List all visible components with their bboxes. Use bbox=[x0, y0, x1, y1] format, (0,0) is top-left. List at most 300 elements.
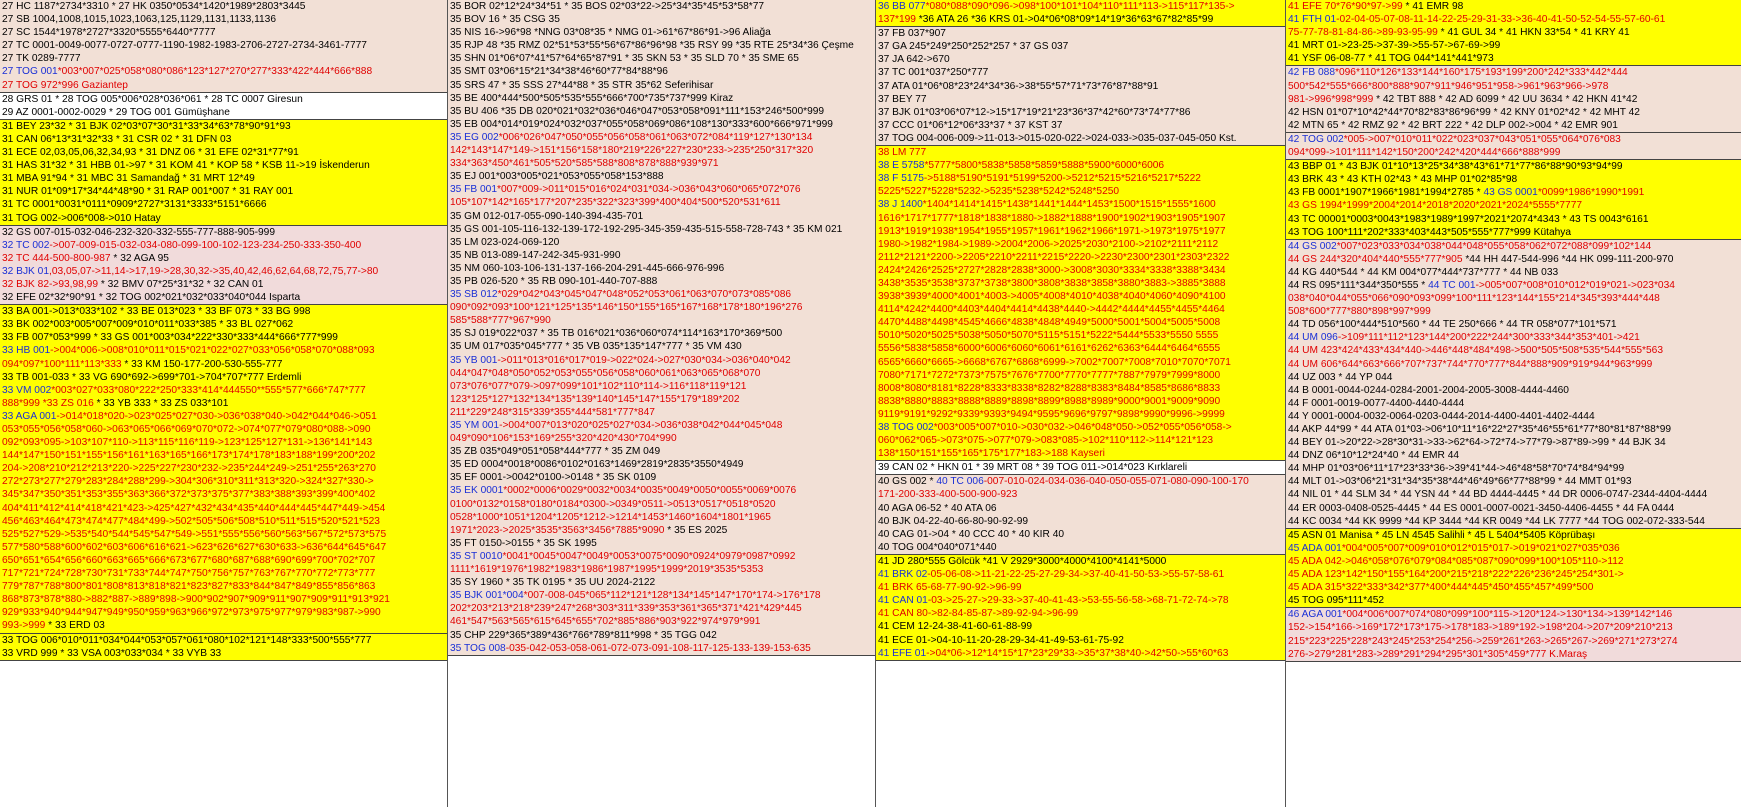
row-text-segment: * 32 BMV 07*25*31*32 * 32 CAN 01 bbox=[98, 278, 264, 290]
list-row bbox=[450, 0, 873, 13]
entry-block bbox=[876, 0, 1285, 27]
row-text-segment: 44 MLT 01->03*06*21*31*34*35*38*44*46*49*66*77*88*99 * 44 MMT 01*93 bbox=[1288, 476, 1632, 488]
row-text-segment: 41 CEM 12-24-38-41-60-61-88-99 bbox=[878, 621, 1033, 633]
row-text-segment: 44 UZ 003 * 44 YP 044 bbox=[1288, 371, 1393, 383]
row-text-segment: 35 GS 001-105-116-132-139-172-192-295-345-359-435-515-558-728-743 * 35 KM 021 bbox=[450, 223, 843, 235]
row-text-segment: 45 ADA 123*142*150*155*164*200*215*218*222*226*236*245*254*301-> bbox=[1288, 569, 1624, 581]
entry-block bbox=[0, 305, 447, 633]
row-text-segment: 44 B 0001-0044-0244-0284-2001-2004-2005-3008-4444-4460 bbox=[1288, 384, 1569, 396]
row-text-segment: 43 FB 0001*1907*1966*1981*1994*2785 * bbox=[1288, 187, 1484, 199]
row-text-segment: 43 BRK 43 * 43 KTH 02*43 * 43 MHP 01*02*85*98 bbox=[1288, 174, 1518, 186]
row-text-segment: 868*873*878*880->882*887->889*898->900*902*907*909*911*907*909*911*913*921 bbox=[2, 594, 390, 606]
row-text-segment: 35 YM 001 bbox=[450, 420, 500, 431]
row-text-segment: *003*027*033*080*222*250*333*414*444550**555*577*666*747*777 bbox=[51, 384, 366, 396]
row-text-segment: *006*026*047*050*055*056*058*061*063*072*084*119*127*130*134 bbox=[498, 131, 813, 143]
row-text-segment: 44 AKP 44*99 * 44 ATA 01*03->06*10*11*16*22*27*35*46*55*61*77*80*81*87*88*99 bbox=[1288, 424, 1672, 435]
entry-block bbox=[1286, 133, 1741, 160]
list-row bbox=[2, 528, 445, 541]
row-text-segment: 5556*5838*5858*6000*6006*6060*6061*6161*6262*6363*6444*6464*6555 bbox=[878, 343, 1221, 355]
row-text-segment: 32 TC 002 bbox=[2, 239, 50, 251]
list-row bbox=[878, 634, 1283, 647]
row-text-segment: 33 FB 007*053*999 * 33 GS 001*003*034*222*330*333*444*666*777*999 bbox=[2, 332, 338, 344]
row-text-segment: 41 BRK 65-68-77-90-92->96-99 bbox=[878, 582, 1022, 594]
list-row bbox=[2, 344, 445, 357]
list-row bbox=[450, 419, 873, 432]
list-row bbox=[450, 118, 873, 131]
list-row bbox=[450, 615, 873, 628]
row-text-segment: 35 FB 001 bbox=[450, 184, 498, 196]
row-text-segment: *007*023*033*034*038*044*048*055*058*062*072*088*099*102*144 bbox=[1336, 240, 1652, 252]
list-row bbox=[2, 291, 445, 304]
row-text-segment: 142*143*147*149->151*156*158*180*219*226*227*230*233->235*250*317*320 bbox=[450, 145, 814, 157]
list-row bbox=[2, 502, 445, 515]
list-row bbox=[450, 157, 873, 170]
list-row bbox=[1288, 462, 1739, 475]
row-text-segment: 41 YSF 06-08-77 * 41 TOG 044*141*441*973 bbox=[1288, 53, 1494, 65]
entry-block bbox=[0, 634, 447, 661]
list-row bbox=[450, 602, 873, 615]
list-row bbox=[450, 511, 873, 524]
row-text-segment: 27 TK 0289-7777 bbox=[2, 53, 81, 65]
row-text-segment: *1404*1414*1415*1438*1441*1444*1453*1500*1515*1555*1600 bbox=[922, 199, 1216, 211]
row-text-segment: *096*110*126*133*144*160*175*193*199*200*242*333*442*444 bbox=[1335, 67, 1628, 79]
list-row bbox=[2, 212, 445, 225]
list-row bbox=[878, 66, 1283, 79]
list-row bbox=[450, 537, 873, 550]
row-text-segment: 75-77-78-81-84-86->89-93-95-99 bbox=[1288, 27, 1438, 39]
row-text-segment: 41 MRT 01->23-25->37-39->55-57->67-69->99 bbox=[1288, 40, 1501, 52]
row-text-segment: 35 FT 0150->0155 * 35 SK 1995 bbox=[450, 537, 597, 549]
list-row bbox=[1288, 186, 1739, 199]
list-row bbox=[878, 421, 1283, 434]
row-text-segment: 31 NUR 01*09*17*34*44*48*90 * 31 RAP 001*007 * 31 RAY 001 bbox=[2, 186, 294, 198]
row-text-segment: 35 NB 013-089-147-242-345-931-990 bbox=[450, 249, 621, 261]
list-row bbox=[2, 619, 445, 632]
list-row bbox=[878, 488, 1283, 501]
list-row bbox=[878, 382, 1283, 395]
list-row bbox=[878, 461, 1283, 474]
row-text-segment: 2424*2426*2525*2727*2828*2838*3000->3008*3030*3334*3338*3388*3434 bbox=[878, 264, 1226, 276]
list-row bbox=[2, 449, 445, 462]
list-row bbox=[1288, 568, 1739, 581]
row-text-segment: 44 KG 440*544 * 44 KM 004*077*444*737*777 * 44 NB 033 bbox=[1288, 266, 1559, 278]
row-text-segment: 35 EB 004*014*019*024*032*037*055*058*069*086*108*130*333*600*666*971*999 bbox=[450, 118, 833, 130]
list-row bbox=[450, 484, 873, 497]
list-row bbox=[450, 26, 873, 39]
column-2 bbox=[448, 0, 876, 807]
row-text-segment: 32 BJK 01 bbox=[2, 265, 50, 277]
list-row bbox=[878, 303, 1283, 316]
list-row bbox=[1288, 279, 1739, 292]
list-row bbox=[450, 327, 873, 340]
list-row bbox=[1288, 106, 1739, 119]
list-row bbox=[878, 395, 1283, 408]
list-row bbox=[450, 524, 873, 537]
row-text-segment: 40 CAG 01->04 * 40 CCC 40 * 40 KIR 40 bbox=[878, 528, 1065, 540]
list-row bbox=[1288, 318, 1739, 331]
list-row bbox=[450, 13, 873, 26]
entry-block bbox=[876, 475, 1285, 555]
list-row bbox=[878, 356, 1283, 369]
list-row bbox=[2, 475, 445, 488]
list-row bbox=[878, 594, 1283, 607]
row-text-segment: 44 UM 423*424*433*434*440->446*448*484*498->500*505*508*535*544*555*563 bbox=[1288, 345, 1664, 357]
list-row bbox=[2, 252, 445, 265]
list-row bbox=[1288, 475, 1739, 488]
row-text-segment: 334*363*450*461*505*520*585*588*808*878*888*939*971 bbox=[450, 158, 719, 170]
list-row bbox=[1288, 648, 1739, 661]
row-text-segment: *004*006*007*074*080*099*100*115->120*124->130*134->139*142*146 bbox=[1342, 609, 1673, 621]
list-row bbox=[450, 275, 873, 288]
row-text-segment: 32 BJK 82->93,98,99 bbox=[2, 278, 99, 290]
row-text-segment: *007-008-045*065*112*121*128*134*145*147*170*174->176*178 bbox=[523, 590, 821, 602]
entry-block bbox=[1286, 160, 1741, 240]
entry-block bbox=[1286, 529, 1741, 609]
list-row bbox=[450, 642, 873, 655]
row-text-segment: 215*223*225*228*243*245*253*254*256->259*261*263->265*267->269*271*273*274 bbox=[1288, 635, 1678, 647]
row-text-segment: 37 JA 642->670 bbox=[878, 54, 950, 66]
list-row bbox=[2, 318, 445, 331]
list-row bbox=[878, 185, 1283, 198]
list-row bbox=[450, 301, 873, 314]
row-text-segment: 31 ECE 02,03,05,06,32,34,93 * 31 DNZ 06 * 31 EFE 02*31*77*91 bbox=[2, 147, 299, 159]
row-text-segment: 8838*8880*8883*8888*8889*8898*8899*8988*8989*9000*9001*9009*9090 bbox=[878, 395, 1221, 407]
row-text-segment: 717*721*724*728*730*731*733*744*747*750*756*757*763*767*770*772*773*777 bbox=[2, 568, 376, 580]
list-row bbox=[2, 93, 445, 106]
list-row bbox=[1288, 133, 1739, 146]
row-text-segment: 38 F 5175 bbox=[878, 173, 924, 185]
list-row bbox=[878, 238, 1283, 251]
row-text-segment: 211*229*248*315*339*355*444*581*777*847 bbox=[450, 406, 655, 418]
row-text-segment: 32 TC 444-500-800-987 bbox=[2, 252, 111, 264]
list-row bbox=[878, 40, 1283, 53]
list-row bbox=[450, 236, 873, 249]
list-row bbox=[2, 358, 445, 371]
list-row bbox=[1288, 331, 1739, 344]
row-text-segment: 31 TC 0001*0031*0111*0909*2727*3131*3333*5151*6666 bbox=[2, 199, 267, 211]
list-row bbox=[2, 305, 445, 318]
row-text-segment: 4114*4242*4400*4403*4404*4414*4438*4440->4442*4444*4455*4455*4464 bbox=[878, 304, 1225, 316]
row-text-segment: ->004*006->008*010*011*015*021*022*027*033*056*058*070*088*093 bbox=[50, 345, 375, 357]
entry-block bbox=[876, 461, 1285, 475]
list-row bbox=[1288, 226, 1739, 239]
list-row bbox=[1288, 608, 1739, 621]
row-text-segment: 3438*3535*3538*3737*3738*3800*3808*3838*3858*3880*3883->3885*3888 bbox=[878, 277, 1226, 289]
row-text-segment: 44 Y 0001-0004-0032-0064-0203-0444-2014-4400-4401-4402-4444 bbox=[1288, 410, 1595, 422]
list-row bbox=[450, 589, 873, 602]
row-text-segment: 35 EK 0001 bbox=[450, 485, 504, 497]
row-text-segment: 43 TC 00001*0003*0043*1983*1989*1997*2021*2074*4343 * 43 TS 0043*6161 bbox=[1288, 213, 1649, 225]
list-row bbox=[450, 262, 873, 275]
list-row bbox=[1288, 173, 1739, 186]
row-text-segment: 36 BB 077 bbox=[878, 1, 926, 12]
row-text-segment: 38 LM 777 bbox=[878, 147, 927, 159]
row-text-segment: 1616*1717*1777*1818*1838*1880->1882*1888*1900*1902*1903*1905*1907 bbox=[878, 212, 1226, 224]
row-text-segment: *005->007*010*011*022*023*037*043*051*055*064*076*083 bbox=[1343, 133, 1621, 145]
entry-block bbox=[1286, 66, 1741, 132]
row-text-segment: 35 BOR 02*12*24*34*51 * 35 BOS 02*03*22->25*34*35*45*53*58*77 bbox=[450, 1, 765, 12]
row-text-segment: 272*273*277*279*283*284*288*299->304*306*310*311*313*320->324*327*330-> bbox=[2, 476, 374, 488]
row-text-segment: *5777*5800*5838*5858*5859*5888*5900*6000*6006 bbox=[924, 160, 1165, 172]
list-row bbox=[1288, 199, 1739, 212]
list-row bbox=[450, 576, 873, 589]
row-text-segment: 43 GS 1994*1999*2004*2014*2018*2020*2021*2024*5555*7777 bbox=[1288, 200, 1583, 212]
list-row bbox=[2, 79, 445, 92]
list-row bbox=[2, 580, 445, 593]
row-text-segment: 35 GM 012-017-055-090-140-394-435-701 bbox=[450, 210, 644, 222]
list-row bbox=[878, 541, 1283, 554]
list-row bbox=[1288, 529, 1739, 542]
row-text-segment: ->011*013*016*017*019->022*024->027*030*034->036*040*042 bbox=[497, 354, 791, 366]
row-text-segment: 461*547*563*565*615*645*655*702*885*886*903*922*974*979*991 bbox=[450, 616, 761, 628]
list-row bbox=[450, 550, 873, 563]
row-text-segment: 053*055*056*058*060->063*065*066*069*070*072->074*077*079*080*088->090 bbox=[2, 424, 371, 435]
list-row bbox=[450, 196, 873, 209]
list-row bbox=[450, 183, 873, 196]
row-text-segment: 40 BJK 04-22-40-66-80-90-92-99 bbox=[878, 515, 1029, 527]
row-text-segment: 585*588*777*967*990 bbox=[450, 315, 551, 327]
row-text-segment: 35 BU 406 *35 DB 020*021*032*036*046*047*053*058*091*111*153*246*500*999 bbox=[450, 105, 825, 117]
list-row bbox=[878, 647, 1283, 660]
row-text-segment: *36 ATA 26 *36 KRS 01->04*06*08*09*14*19*36*63*67*82*85*99 bbox=[915, 14, 1214, 26]
list-row bbox=[1288, 305, 1739, 318]
row-text-segment: 138*150*151*155*165*175*177*183->188 Kayseri bbox=[878, 448, 1105, 460]
entry-block bbox=[1286, 240, 1741, 529]
row-text-segment: 8008*8080*8181*8228*8333*8338*8282*8288*8383*8484*8585*8686*8833 bbox=[878, 382, 1221, 394]
row-text-segment: 6565*6660*6665->6668*6767*6868*6999->7002*7007*7008*7010*7070*7071 bbox=[878, 356, 1231, 368]
list-row bbox=[878, 251, 1283, 264]
row-text-segment: 44 KC 0034 *44 KK 9999 *44 KP 3444 *44 KR 0049 *44 LK 7777 *44 TOG 002-072-333-544 bbox=[1288, 515, 1705, 527]
row-text-segment: 41 ECE 01->04-10-11-20-28-29-34-41-49-53-61-75-92 bbox=[878, 634, 1124, 646]
row-text-segment: 35 SY 1960 * 35 TK 0195 * 35 UU 2024-2122 bbox=[450, 577, 656, 589]
row-text-segment: 35 SMT 03*06*15*21*34*38*46*60*77*84*88*96 bbox=[450, 66, 668, 78]
row-text-segment: 888*999 *33 ZS 016 bbox=[2, 397, 94, 409]
row-text-segment: -007-010-024-034-036-040-050-055-071-080-090-100-170 bbox=[983, 476, 1249, 488]
list-row bbox=[450, 223, 873, 236]
list-row bbox=[1288, 384, 1739, 397]
entry-block bbox=[876, 555, 1285, 661]
row-text-segment: ->04*06->12*14*15*17*23*29*33->35*37*38*40->42*50->55*60*63 bbox=[926, 647, 1229, 659]
row-text-segment: 31 HAS 31*32 * 31 HBB 01->97 * 31 KOM 41 * KOP 58 * KSB 11->19 İskenderun bbox=[2, 160, 370, 172]
list-row bbox=[450, 65, 873, 78]
entry-block bbox=[1286, 608, 1741, 661]
row-text-segment: 37 GA 245*249*250*252*257 * 37 GS 037 bbox=[878, 41, 1069, 53]
list-row bbox=[1288, 26, 1739, 39]
list-row bbox=[1288, 160, 1739, 173]
row-text-segment: 7080*7171*7272*7373*7575*7676*7700*7770*7777*7887*7979*7999*8000 bbox=[878, 369, 1221, 381]
row-text-segment: 35 RJP 48 *35 RMZ 02*51*53*55*56*67*86*96*98 *35 RSY 99 *35 RTE 25*34*36 Çeşme bbox=[450, 40, 854, 52]
list-row bbox=[2, 159, 445, 172]
row-text-segment: 31 BEY 23*32 * 31 BJK 02*03*07*30*31*33*34*63*78*90*91*93 bbox=[2, 120, 291, 132]
entry-block bbox=[448, 0, 875, 656]
row-text-segment: 35 SJ 019*022*037 * 35 TB 016*021*036*060*074*114*163*170*369*500 bbox=[450, 328, 783, 340]
list-row bbox=[1288, 13, 1739, 26]
row-text-segment: 508*600*777*880*898*997*999 bbox=[1288, 306, 1431, 318]
list-row bbox=[878, 277, 1283, 290]
list-row bbox=[878, 475, 1283, 488]
row-text-segment: 060*062*065->073*075->077*079->083*085->102*110*112->114*121*123 bbox=[878, 435, 1214, 447]
row-text-segment: 41 EFE 01 bbox=[878, 647, 927, 659]
list-row bbox=[2, 554, 445, 567]
row-text-segment: 276->279*281*283->289*291*294*295*301*305*459*777 K.Maraş bbox=[1288, 648, 1588, 660]
row-text-segment: 35 SRS 47 * 35 SSS 27*44*88 * 35 STR 35*62 Seferihisar bbox=[450, 79, 714, 91]
row-text-segment: 456*463*464*473*474*477*484*499->502*505*506*508*510*511*515*520*521*523 bbox=[2, 515, 380, 527]
list-row bbox=[2, 65, 445, 78]
row-text-segment: 35 BE 400*444*500*505*535*555*666*700*735*737*999 Kiraz bbox=[450, 92, 734, 104]
row-text-segment: 35 SHN 01*06*07*41*57*64*65*87*91 * 35 SKN 53 * 35 SLD 70 * 35 SME 65 bbox=[450, 53, 799, 65]
row-text-segment: 32 GS 007-015-032-046-232-320-332-555-777-888-905-999 bbox=[2, 226, 275, 238]
row-text-segment: 33 HB 001 bbox=[2, 345, 51, 357]
list-row bbox=[878, 329, 1283, 342]
row-text-segment: 45 ADA 001 bbox=[1288, 542, 1342, 554]
list-row bbox=[1288, 371, 1739, 384]
row-text-segment: 40 GS 002 * bbox=[878, 476, 937, 488]
list-row bbox=[878, 607, 1283, 620]
row-text-segment: 4470*4488*4498*4545*4666*4838*4848*4949*5000*5001*5004*5005*5008 bbox=[878, 317, 1221, 329]
list-row bbox=[878, 434, 1283, 447]
list-row bbox=[2, 593, 445, 606]
list-row bbox=[878, 408, 1283, 421]
row-text-segment: 1980->1982*1984->1989->2004*2006->2025*2030*2100->2102*2111*2112 bbox=[878, 238, 1219, 250]
row-text-segment: 0100*0132*0158*0180*0184*0300->0349*0511->0513*0517*0518*0520 bbox=[450, 498, 776, 510]
row-text-segment: 049*090*106*153*169*255*320*420*430*704*990 bbox=[450, 433, 677, 445]
row-text-segment: 152->154*166->169*172*173*175->178*183->189*192->198*204->207*209*210*213 bbox=[1288, 622, 1673, 634]
list-row bbox=[1288, 581, 1739, 594]
row-text-segment: 43 TOG 100*111*202*333*403*443*505*555*777*999 Kütahya bbox=[1288, 226, 1572, 238]
list-row bbox=[1288, 436, 1739, 449]
row-text-segment: -035-042-053-058-061-072-073-091-108-117-125-133-139-153-635 bbox=[505, 642, 811, 654]
row-text-segment: 39 CAN 02 * HKN 01 * 39 MRT 08 * 39 TOG 011->014*023 Kırklareli bbox=[878, 462, 1188, 474]
list-row bbox=[878, 225, 1283, 238]
list-row bbox=[1288, 488, 1739, 501]
row-text-segment: 37 TOG 004-006-009->11-013->015-020-022->024-033->035-037-045-050 Kst. bbox=[878, 132, 1237, 144]
row-text-segment: 650*651*654*656*660*663*665*666*673*677*680*687*688*690*699*700*702*707 bbox=[2, 554, 376, 566]
row-text-segment: 9119*9191*9292*9339*9393*9494*9595*9696*9797*9898*9990*9996->9999 bbox=[878, 408, 1225, 420]
list-row bbox=[878, 80, 1283, 93]
list-row bbox=[878, 447, 1283, 460]
row-text-segment: *003*007*025*058*080*086*123*127*270*277*333*422*444*666*888 bbox=[57, 66, 373, 78]
row-text-segment: 500*542*555*666*800*888*907*911*946*951*958->961*963*966->978 bbox=[1288, 80, 1609, 92]
list-row bbox=[450, 79, 873, 92]
row-text-segment: 779*787*788*800*801*808*813*818*821*823*827*833*844*847*849*855*856*863 bbox=[2, 581, 376, 593]
list-row bbox=[2, 515, 445, 528]
row-text-segment: 33 TB 001-033 * 33 VG 690*692->699*701->704*707*777 Erdemli bbox=[2, 371, 302, 383]
row-text-segment: 929*933*940*944*947*949*950*959*963*966*972*973*975*977*979*983*987->990 bbox=[2, 607, 381, 619]
row-text-segment: 105*107*142*165*177*207*235*322*323*399*400*404*500*520*531*611 bbox=[450, 197, 781, 209]
list-row bbox=[450, 471, 873, 484]
row-text-segment: 31 TOG 002->006*008->010 Hatay bbox=[2, 212, 161, 224]
row-text-segment: 993->999 bbox=[2, 620, 46, 632]
list-row bbox=[450, 131, 873, 144]
row-text-segment: 44 DNZ 06*10*12*24*40 * 44 EMR 44 bbox=[1288, 450, 1460, 462]
row-text-segment: * 33 YB 333 * 33 ZS 033*101 bbox=[93, 397, 229, 409]
row-text-segment: 41 BRK 02 bbox=[878, 569, 928, 581]
row-text-segment: 35 BJK 001*004 bbox=[450, 590, 524, 602]
list-row bbox=[878, 316, 1283, 329]
list-row bbox=[450, 563, 873, 576]
list-row bbox=[878, 13, 1283, 26]
row-text-segment: 3938*3939*4000*4001*4003->4005*4008*4010*4038*4040*4060*4090*4100 bbox=[878, 291, 1226, 303]
list-row bbox=[450, 354, 873, 367]
list-row bbox=[878, 27, 1283, 40]
row-text-segment: 38 E 5758 bbox=[878, 160, 925, 172]
row-text-segment: 1913*1919*1938*1954*1955*1957*1961*1962*1966*1971->1973*1975*1977 bbox=[878, 225, 1226, 237]
list-row bbox=[878, 342, 1283, 355]
row-text-segment: *004*005*007*009*010*012*015*017->019*021*027*035*036 bbox=[1341, 542, 1620, 554]
row-text-segment: ->5188*5190*5191*5199*5200->5212*5215*5216*5217*5222 bbox=[923, 173, 1201, 185]
row-text-segment: 35 ED 0004*0018*0086*0102*0163*1469*2819*2835*3550*4949 bbox=[450, 459, 744, 471]
list-row bbox=[2, 146, 445, 159]
row-text-segment: *029*042*043*045*047*048*052*053*061*063*070*073*085*086 bbox=[497, 289, 792, 301]
row-text-segment: 202*203*213*218*239*247*268*303*311*339*353*361*365*371*421*429*445 bbox=[450, 603, 802, 615]
list-row bbox=[450, 92, 873, 105]
list-row bbox=[1288, 119, 1739, 132]
list-row bbox=[1288, 594, 1739, 607]
list-row bbox=[450, 170, 873, 183]
row-text-segment: 981->996*998*999 bbox=[1288, 93, 1374, 105]
row-text-segment: 27 SC 1544*1978*2727*3320*5555*6440*7777 bbox=[2, 27, 216, 39]
row-text-segment: 42 MTN 65 * 42 RMZ 92 * 42 BRT 222 * 42 DLP 002->004 * 42 EMR 901 bbox=[1288, 119, 1618, 131]
list-row bbox=[2, 172, 445, 185]
list-row bbox=[2, 331, 445, 344]
row-text-segment: *0099*1986*1990*1991 bbox=[1537, 187, 1645, 199]
list-row bbox=[1288, 635, 1739, 648]
entry-block bbox=[0, 120, 447, 226]
list-row bbox=[1288, 344, 1739, 357]
row-text-segment: ->109*111*112*123*144*200*222*244*300*333*344*353*401->421 bbox=[1337, 332, 1640, 344]
list-row bbox=[2, 567, 445, 580]
list-row bbox=[2, 278, 445, 291]
entry-block bbox=[0, 0, 447, 93]
row-text-segment: 094*097*100*111*113*333 bbox=[2, 358, 122, 370]
list-row bbox=[878, 528, 1283, 541]
row-text-segment: 404*411*412*414*418*421*423->425*427*432*434*435*440*444*445*447*449->454 bbox=[2, 502, 386, 514]
list-row bbox=[450, 445, 873, 458]
row-text-segment: 43 GS 0001 bbox=[1483, 187, 1538, 199]
row-text-segment: 577*580*588*600*602*603*606*616*621->623*626*627*630*633->636*644*645*647 bbox=[2, 541, 387, 553]
list-row bbox=[1288, 213, 1739, 226]
row-text-segment: 35 LM 023-024-069-120 bbox=[450, 236, 560, 248]
row-text-segment: 35 ZB 035*049*051*058*444*777 * 35 ZM 049 bbox=[450, 446, 661, 458]
row-text-segment: 27 TC 0001-0049-0077-0727-0777-1190-1982-1983-2706-2727-2734-3461-7777 bbox=[2, 40, 367, 52]
row-text-segment: 45 ASN 01 Manisa * 45 LN 4545 Salihli * 45 L 5404*5405 Köprübaşı bbox=[1288, 529, 1596, 541]
row-text-segment: ->007-009-015-032-034-080-099-100-102-123-234-250-333-350-400 bbox=[49, 239, 362, 251]
list-row bbox=[878, 132, 1283, 145]
row-text-segment: 1111*1619*1976*1982*1983*1986*1987*1995*1999*2019*3535*5353 bbox=[450, 564, 764, 576]
list-row bbox=[450, 380, 873, 393]
column-4 bbox=[1286, 0, 1741, 807]
row-text-segment: *0041*0045*0047*0049*0053*0075*0090*0924*0979*0987*0992 bbox=[502, 550, 796, 562]
row-text-segment: 27 HC 1187*2734*3310 * 27 HK 0350*0534*1420*1989*2803*3445 bbox=[2, 1, 306, 12]
row-text-segment: ->004*007*013*020*025*027*034->036*038*042*044*045*048 bbox=[499, 420, 783, 431]
list-row bbox=[878, 620, 1283, 633]
list-row bbox=[878, 502, 1283, 515]
list-row bbox=[878, 0, 1283, 13]
row-text-segment: 094*099->101*111*142*150*200*242*420*444*666*888*999 bbox=[1288, 147, 1561, 159]
row-text-segment: 41 FTH 01 bbox=[1288, 14, 1337, 26]
list-row bbox=[450, 249, 873, 262]
row-text-segment: ->014*018*020->023*025*027*030->036*038*040->042*044*046->051 bbox=[56, 410, 377, 422]
row-text-segment: 073*076*077*079->097*099*101*102*110*114->116*118*119*121 bbox=[450, 380, 747, 392]
list-row bbox=[1288, 146, 1739, 159]
row-text-segment: 29 AZ 0001-0002-0029 * 29 TOG 001 Gümüşhane bbox=[2, 106, 230, 118]
row-text-segment: 27 TOG 972*996 Gaziantep bbox=[2, 79, 128, 91]
row-text-segment: -05-06-08->11-21-22-25-27-29-34->37-40-41-50-53->55-57-58-61 bbox=[927, 569, 1225, 581]
row-text-segment: 44 UM 606*644*663*666*707*737*744*770*777*844*888*909*919*944*963*999 bbox=[1288, 358, 1653, 370]
row-text-segment: 37 TC 001*037*250*777 bbox=[878, 67, 989, 79]
row-text-segment: 44 ER 0003-0408-0525-4445 * 44 ES 0001-0007-0021-3450-4406-4455 * 44 FA 0444 bbox=[1288, 502, 1675, 514]
list-row bbox=[2, 0, 445, 13]
